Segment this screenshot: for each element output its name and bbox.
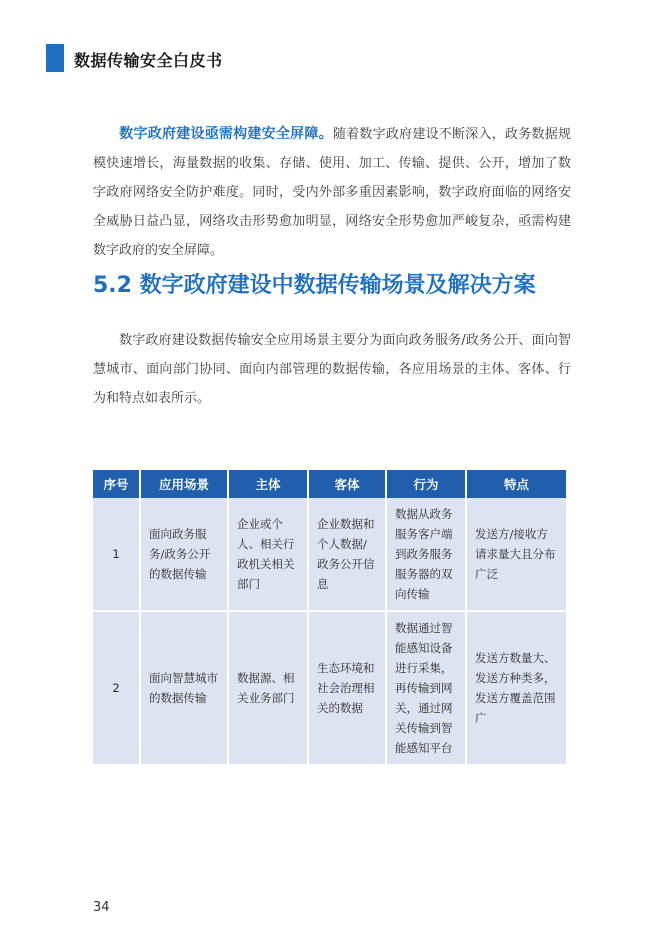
intro-paragraph (93, 120, 571, 265)
row-index: 2 (93, 611, 140, 764)
row-object: 生态环境和社会治理相关的数据 (308, 611, 386, 764)
row-feature: 发送方数量大、发送方种类多，发送方覆盖范围广 (466, 611, 566, 764)
section-heading: 5.2 数字政府建设中数据传输场景及解决方案 (93, 273, 536, 298)
row-behavior: 数据从政务服务客户端到政务服务服务器的双向传输 (386, 498, 466, 611)
row-feature: 发送方/接收方请求量大且分布广泛 (466, 498, 566, 611)
row-subject: 数据源、相关业务部门 (228, 611, 308, 764)
header-cell-scenario: 应用场景 (140, 470, 228, 498)
table-row (93, 611, 566, 764)
header-cell-object: 客体 (308, 470, 386, 498)
table-header-row (93, 470, 566, 498)
row-object: 企业数据和个人数据/政务公开信息 (308, 498, 386, 611)
row-scenario: 面向政务服务/政务公开的数据传输 (140, 498, 228, 611)
row-index: 1 (93, 498, 140, 611)
intro-body: 随着数字政府建设不断深入，政务数据规模快速增长，海量数据的收集、存储、使用、加工、传输、提供、公开，增加了数字政府网络安全防护难度。同时，受内外部多重因素影响，数字政府面临的网络安全威胁日益凸显，网络攻击形势愈加明显，网络安全形势愈加严峻复杂，亟需构建数字政府的安全屏障。 (93, 127, 571, 258)
document-title: 数据传输安全白皮书 (74, 51, 223, 70)
row-scenario: 面向智慧城市的数据传输 (140, 611, 228, 764)
description-paragraph (93, 326, 571, 413)
header-cell-subject: 主体 (228, 470, 308, 498)
page-number: 34 (93, 900, 110, 915)
header-cell-behavior: 行为 (386, 470, 466, 498)
header-cell-index: 序号 (93, 470, 140, 498)
description-text: 数字政府建设数据传输安全应用场景主要分为面向政务服务/政务公开、面向智慧城市、面向部门协同、面向内部管理的数据传输，各应用场景的主体、客体、行为和特点如表所示。 (93, 333, 571, 406)
row-behavior: 数据通过智能感知设备进行采集，再传输到网关，通过网关传输到智能感知平台 (386, 611, 466, 764)
header-accent-bar (46, 44, 64, 72)
table-row (93, 498, 566, 611)
row-subject: 企业或个人、相关行政机关相关部门 (228, 498, 308, 611)
scenario-table (93, 470, 566, 764)
intro-lead: 数字政府建设亟需构建安全屏障。 (119, 126, 333, 142)
header-cell-feature: 特点 (466, 470, 566, 498)
